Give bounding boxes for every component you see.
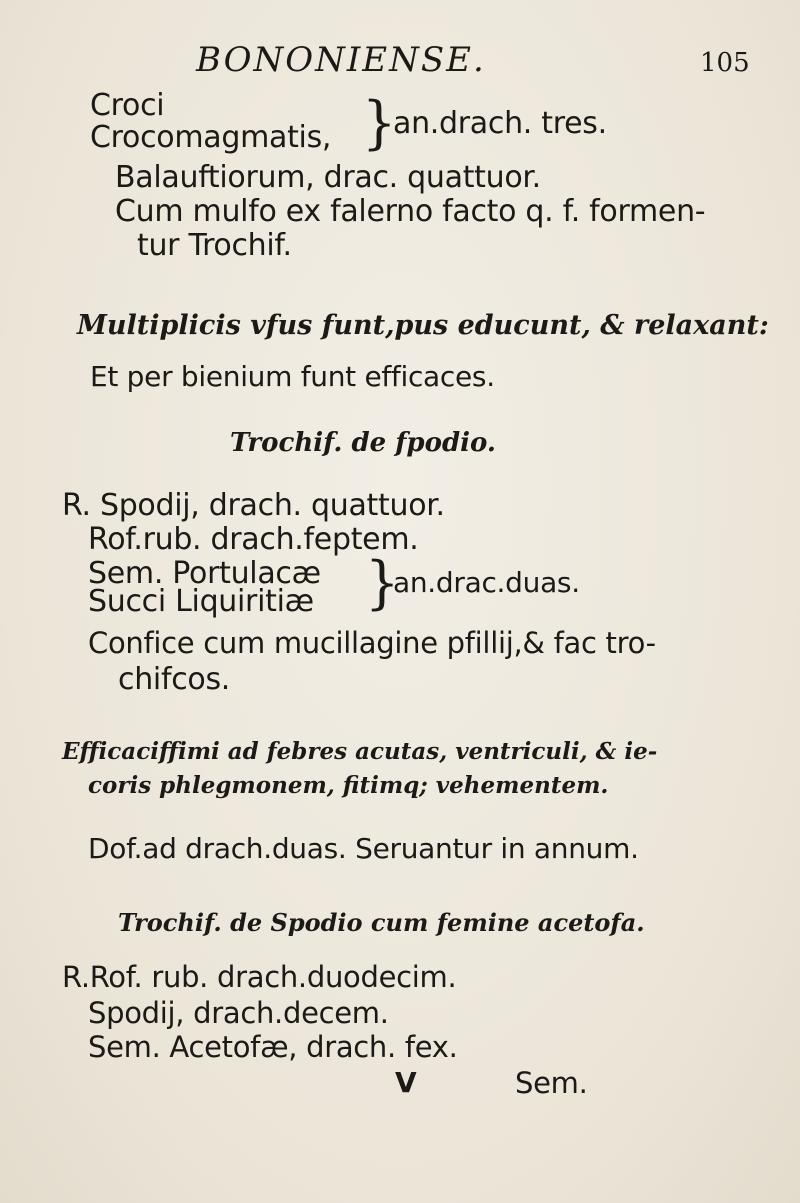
ingredient-portulacae: Sem. Portulacæ — [88, 556, 321, 591]
dosage-note: Dof.ad drach.duas. Seruantur in annum. — [88, 832, 639, 865]
section-title-trochisci-de-spodio: Trochif. de fpodio. — [230, 428, 496, 458]
ingredient-acetosae: Sem. Acetofæ, drach. fex. — [88, 1030, 458, 1064]
preparation-line-2: tur Trochif. — [137, 228, 292, 263]
preparation-line-2: chifcos. — [118, 662, 231, 697]
ingredient-spodij: R. Spodij, drach. quattuor. — [62, 488, 445, 523]
ingredient-balaustiorum: Balauftiorum, drac. quattuor. — [115, 160, 541, 195]
page-number: 105 — [700, 48, 750, 78]
ingredient-rosarum: R.Rof. rub. drach.duodecim. — [62, 960, 457, 994]
preparation-line-1: Confice cum mucillagine pfillij,& fac tro- — [88, 626, 656, 660]
ingredient-crocomagmatis: Crocomagmatis, — [90, 120, 332, 155]
ingredient-croci: Croci — [90, 88, 165, 123]
running-head: BONONIENSE. — [196, 40, 486, 80]
usage-note: Multiplicis vfus funt,pus educunt, & relaxant: — [77, 310, 769, 341]
brace-quantity-note: an.drac.duas. — [393, 566, 580, 599]
brace-glyph: } — [362, 89, 397, 156]
brace-glyph: } — [365, 549, 400, 616]
brace-quantity-note: an.drach. tres. — [393, 106, 607, 141]
ingredient-liquiritiae: Succi Liquiritiæ — [88, 584, 314, 619]
usage-note-line-1: Efficaciffimi ad febres acutas, ventriculi, & ie- — [62, 738, 658, 765]
section-title-trochisci-cum-acetosa: Trochif. de Spodio cum femine acetofa. — [118, 908, 645, 937]
efficacy-note: Et per bienium funt efficaces. — [90, 360, 495, 393]
signature-mark: V — [395, 1066, 417, 1099]
usage-note-line-2: coris phlegmonem, fitimq; vehementem. — [88, 772, 609, 799]
ingredient-rosarum: Rof.rub. drach.feptem. — [88, 522, 419, 557]
preparation-line-1: Cum mulfo ex falerno facto q. f. formen- — [115, 194, 706, 229]
catchword: Sem. — [515, 1066, 588, 1100]
ingredient-spodij: Spodij, drach.decem. — [88, 996, 389, 1030]
